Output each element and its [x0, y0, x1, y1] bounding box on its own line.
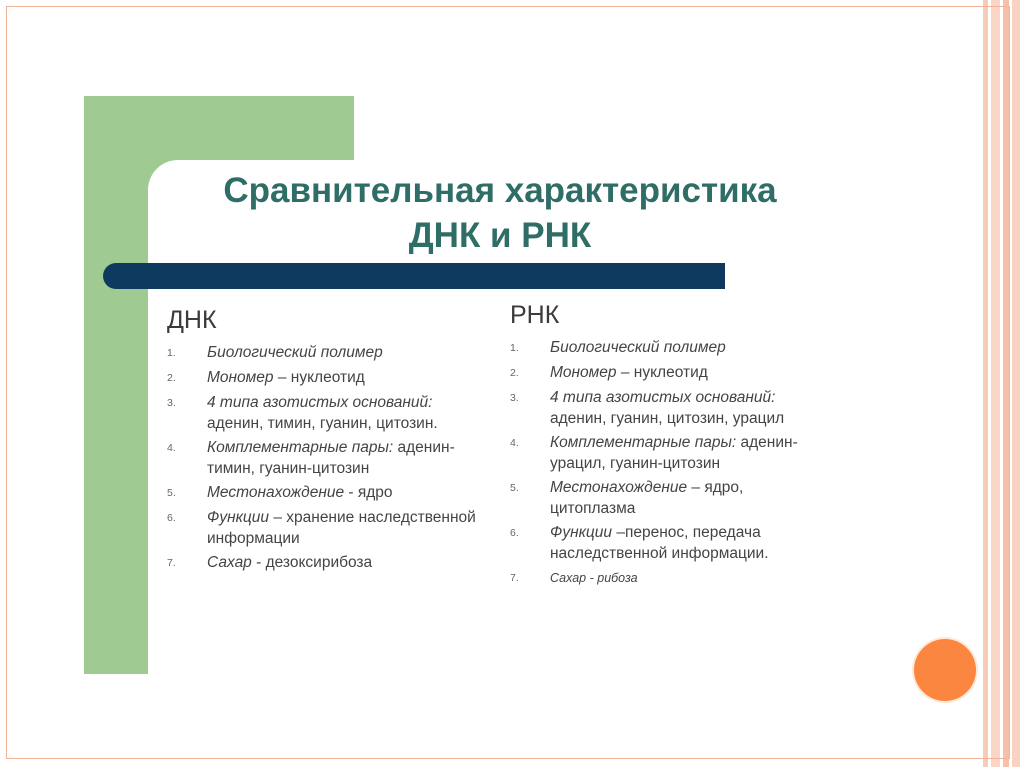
list-item: 2. Мономер – нуклеотид [510, 364, 708, 381]
title-line-1: Сравнительная характеристика [223, 171, 777, 210]
dna-column [167, 305, 487, 577]
title-underline-bar [103, 263, 725, 289]
list-item: 1. Биологический полимер [167, 344, 383, 361]
list-item: 4. Комплементарные пары: аденин-урацил, гуанин-цитозин [510, 434, 798, 472]
frame-stripe [1012, 0, 1020, 767]
list-item: 3. 4 типа азотистых оснований: аденин, тимин, гуанин, цитозин. [167, 394, 438, 432]
list-item: 7. Сахар - дезоксирибоза [167, 554, 373, 571]
dna-list [167, 342, 487, 574]
rna-list [510, 337, 830, 589]
list-item: 6. Функции – хранение наследственной информации [167, 509, 476, 547]
list-item: 3. 4 типа азотистых оснований: аденин, гуанин, цитозин, урацил [510, 389, 785, 427]
rna-heading: РНК [510, 301, 560, 329]
list-item: 1. Биологический полимер [510, 339, 726, 356]
list-item: 5. Местонахождение – ядро, цитоплазма [510, 479, 744, 517]
list-item: 7. Сахар - рибоза [510, 571, 638, 585]
list-item: 4. Комплементарные пары: аденин-тимин, гуанин-цитозин [167, 439, 455, 477]
title-line-2: ДНК и РНК [408, 216, 592, 255]
rna-column [510, 300, 830, 592]
slide-title [150, 168, 850, 258]
list-item: 5. Местонахождение - ядро [167, 484, 393, 501]
orange-circle-icon [914, 639, 976, 701]
list-item: 6. Функции –перенос, передача наследственной информации. [510, 524, 769, 562]
list-item: 2. Мономер – нуклеотид [167, 369, 365, 386]
dna-heading: ДНК [167, 306, 217, 334]
